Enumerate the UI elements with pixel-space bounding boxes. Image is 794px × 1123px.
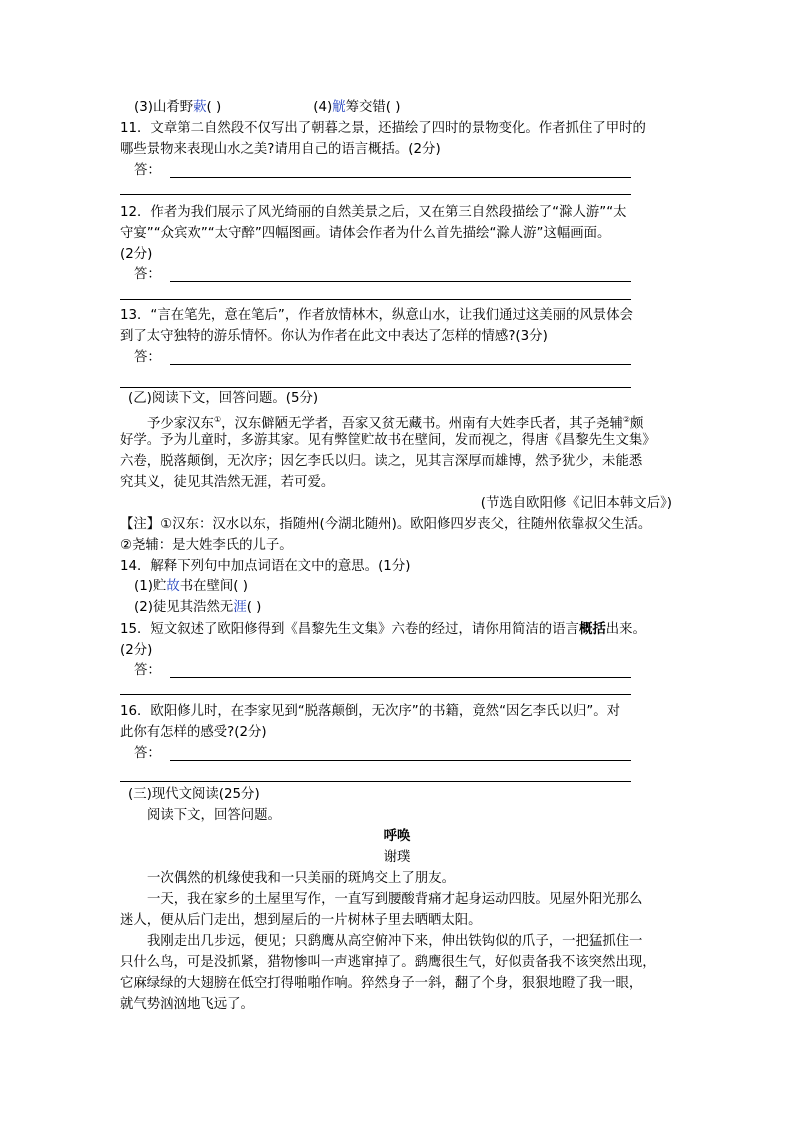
article-para2-line1: 一天，我在家乡的土屋里写作，一直写到腰酸背痛才起身运动四肢。见屋外阳光那么 (147, 892, 643, 907)
q11-line2: 哪些景物来表现山水之美?请用自己的语言概括。(2分) (120, 142, 441, 157)
article-para1: 一次偶然的机缘使我和一只美丽的斑鸠交上了朋友。 (147, 871, 455, 886)
q12-answer-line-2[interactable] (120, 299, 631, 300)
q14-item2: (2)徒见其浩然无涯( ) (134, 600, 262, 615)
q16-line1: 16．欧阳修儿时，在李家见到“脱落颠倒，无次序”的书籍，竟然“因乞李氏以归”。对 (120, 704, 621, 719)
article-para2-line2: 迷人，便从后门走出，想到屋后的一片树林子里去晒晒太阳。 (120, 913, 482, 928)
q15-answer-line-2[interactable] (120, 694, 631, 695)
q15-line1: 15．短文叙述了欧阳修得到《昌黎先生文集》六卷的经过，请你用简洁的语言概括出来。 (120, 622, 646, 637)
q16-line2: 此你有怎样的感受?(2分) (120, 725, 267, 740)
q15-answer-line-1[interactable] (170, 677, 631, 678)
q13-line1: 13．“言在笔先，意在笔后”，作者放情林木，纵意山水，让我们通过这美丽的风景体会 (120, 308, 633, 323)
q15-line2: (2分) (120, 643, 153, 658)
q16-answer-line-1[interactable] (170, 760, 631, 761)
q12-answer-line-1[interactable] (170, 281, 631, 282)
article-para3-line2: 只什么鸟，可是没抓紧，猎物惨叫一声逃窜掉了。鹞鹰很生气，好似责备我不该突然出现， (120, 955, 656, 970)
article-author: 谢璞 (383, 850, 411, 865)
article-para3-line4: 就气势汹汹地飞远了。 (120, 997, 254, 1012)
q11-answer-label: 答： (134, 163, 161, 178)
section-yi-para4: 究其义，徒见其浩然无涯，若可爱。 (120, 475, 335, 490)
q14-line1: 14．解释下列句中加点词语在文中的意思。(1分) (120, 559, 411, 574)
q13-answer-label: 答： (134, 350, 161, 365)
article-para3-line1: 我刚走出几步远，便见；只鹞鹰从高空俯冲下来，伸出铁钩似的爪子，一把猛抓住一 (147, 934, 643, 949)
q12-line2: 守宴”“众宾欢”“太守醉”四幅图画。请体会作者为什么首先描绘“滁人游”这幅画面。 (120, 226, 611, 241)
q10-item3: (3)山肴野蔌( ) (134, 100, 222, 115)
section-yi-heading: (乙)阅读下文，回答问题。(5分) (128, 391, 319, 406)
q14-item1: (1)贮故书在壁间( ) (134, 579, 249, 594)
q12-line3: (2分) (120, 247, 153, 262)
q15-answer-label: 答： (134, 663, 161, 678)
article-title: 呼唤 (383, 829, 411, 844)
q10-items (134, 99, 401, 117)
section-yi-para2: 好学。予为儿童时，多游其家。见有弊筐贮故书在壁间，发而视之，得唐《昌黎先生文集》 (120, 433, 656, 448)
q11-line1: 11．文章第二自然段不仅写出了朝暮之景，还描绘了四时的景物变化。作者抓住了甲时的 (120, 121, 646, 136)
q13-line2: 到了太守独特的游乐情怀。你认为作者在此文中表达了怎样的情感?(3分) (120, 329, 548, 344)
q10-item4: (4)觥筹交错( ) (313, 100, 401, 115)
section-yi-para1: 予少家汉东①，汉东僻陋无学者，吾家又贫无藏书。州南有大姓李氏者，其子尧辅②颇 (147, 415, 644, 432)
section-yi-note1: 【注】①汉东：汉水以东，指随州(今湖北随州)。欧阳修四岁丧父，往随州依靠叔父生活。 (120, 517, 652, 532)
article-para3-line3: 它麻绿绿的大翅膀在低空打得啪啪作响。猝然身子一斜，翻了个身，狠狠地瞪了我一眼， (120, 976, 643, 991)
q13-answer-line-2[interactable] (120, 387, 631, 388)
section-yi-source: (节选自欧阳修《记旧本韩文后》) (480, 496, 672, 511)
q11-answer-line-2[interactable] (120, 194, 631, 195)
section-yi-para3: 六卷，脱落颠倒，无次序；因乞李氏以归。读之，见其言深厚而雄博，然予犹少，未能悉 (120, 454, 643, 469)
q13-answer-line-1[interactable] (170, 364, 631, 365)
section-yi-note2: ②尧辅：是大姓李氏的儿子。 (120, 538, 293, 553)
q12-answer-label: 答： (134, 267, 161, 282)
q16-answer-line-2[interactable] (120, 781, 631, 782)
q11-answer-line-1[interactable] (170, 177, 631, 178)
q12-line1: 12．作者为我们展示了风光绮丽的自然美景之后，又在第三自然段描绘了“滁人游”“太 (120, 205, 627, 220)
section-san-intro: 阅读下文，回答问题。 (147, 808, 281, 823)
q16-answer-label: 答： (134, 746, 161, 761)
section-san-heading: (三)现代文阅读(25分) (128, 787, 260, 802)
